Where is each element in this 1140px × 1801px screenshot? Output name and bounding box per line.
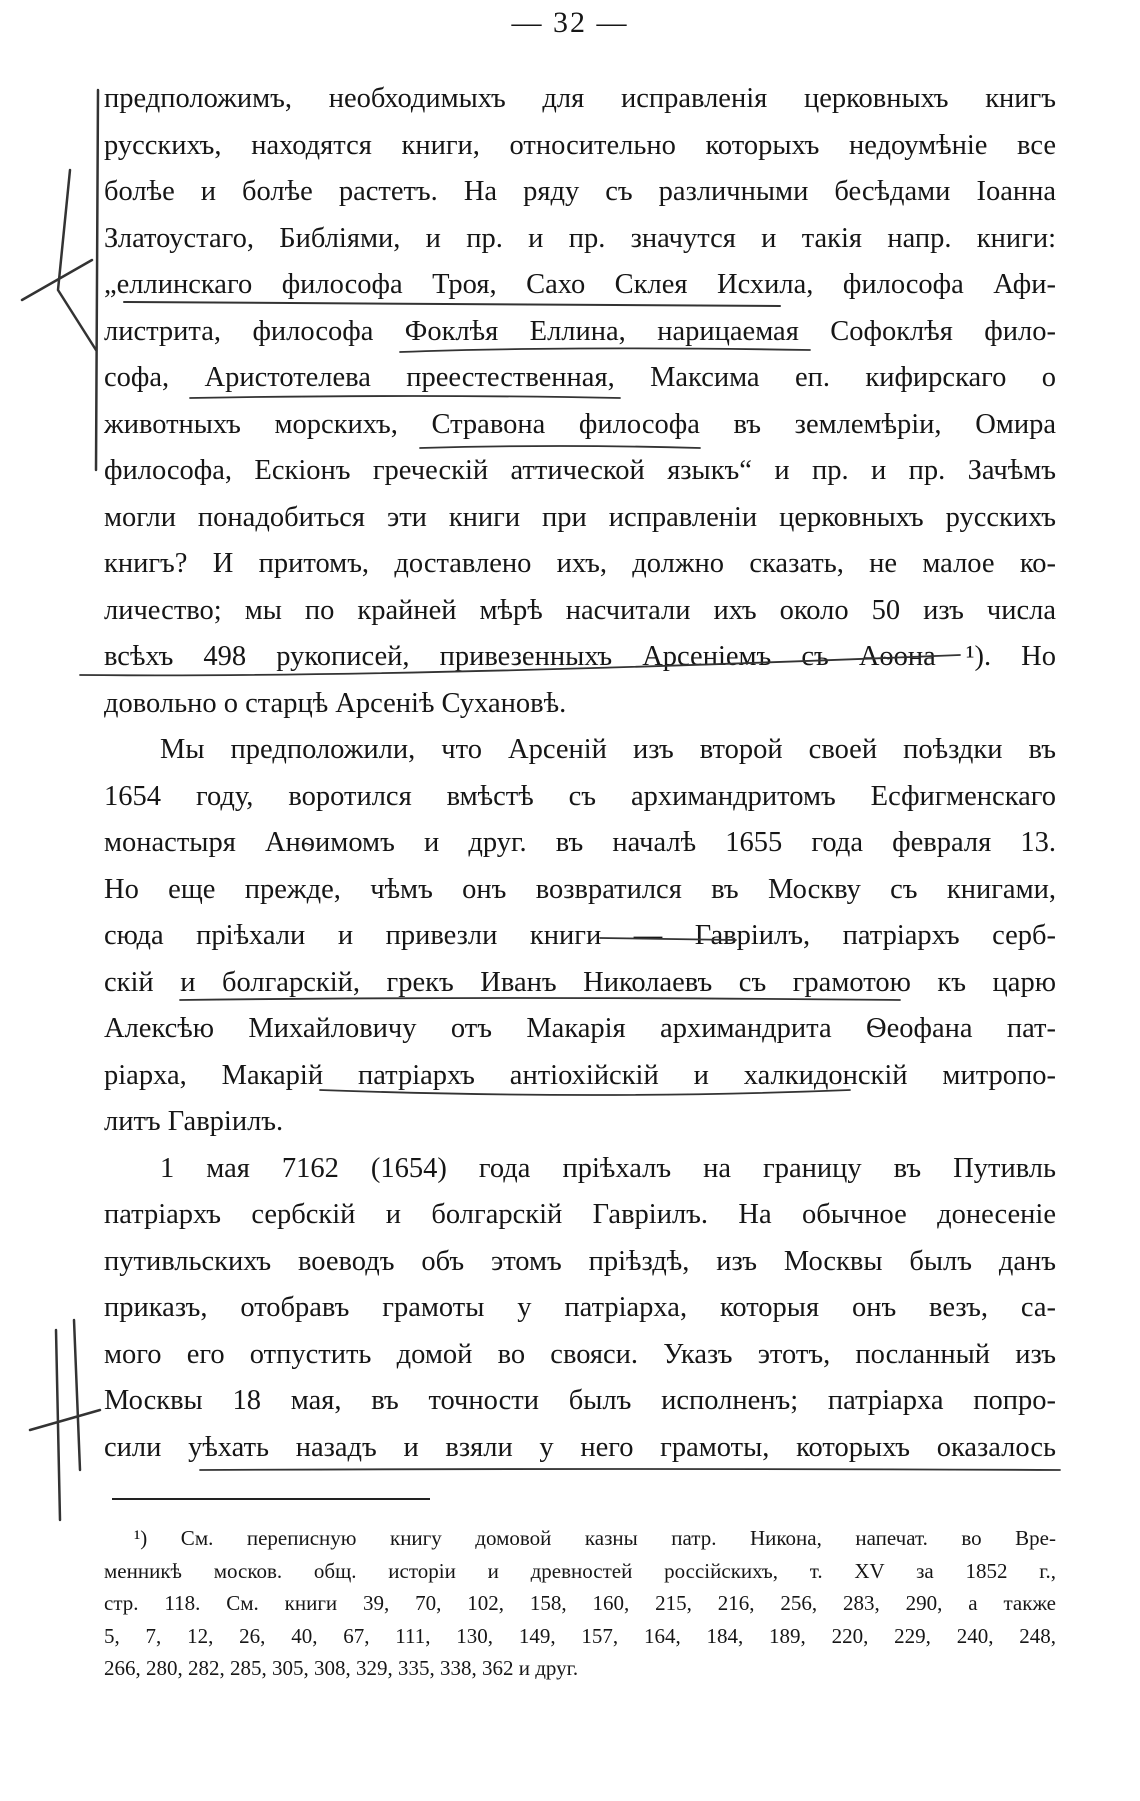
text-line: Но еще прежде, чѣмъ онъ возвратился въ Москву съ книгами, — [104, 873, 1056, 905]
page-number: — 32 — — [511, 6, 629, 39]
text-line: „еллинскаго философа Троя, Сахо Склея Исхила, философа Афи- — [104, 269, 1056, 300]
text-line: патріархъ сербскій и болгарскій Гавріилъ. На обычное донесеніе — [104, 1199, 1056, 1230]
text-line: приказъ, отобравъ грамоты у патріарха, которыя онъ везъ, са- — [104, 1292, 1056, 1323]
text-line: русскихъ, находятся книги, относительно которыхъ недоумѣніе все — [104, 129, 1056, 161]
text-line: всѣхъ 498 рукописей, привезенныхъ Арсеніемъ съ Аѳона ¹). Но — [104, 641, 1056, 672]
text-line: скій и болгарскій, грекъ Иванъ Николаевъ съ грамотою къ царю — [104, 966, 1056, 998]
paragraph-start-line: 1 мая 7162 (1654) года пріѣхалъ на границу въ Путивль — [160, 1152, 1056, 1184]
text-line: литъ Гавріилъ. — [104, 1106, 284, 1137]
text-line: листрита, философа Фоклѣя Еллина, нарицаемая Софоклѣя фило- — [104, 315, 1056, 347]
text-line: предположимъ, необходимыхъ для исправленія церковныхъ книгъ — [104, 83, 1056, 114]
text-line: животныхъ морскихъ, Стравона философа въ землемѣріи, Омира — [104, 408, 1056, 440]
text-line: книгъ? И притомъ, доставлено ихъ, должно сказать, не малое ко- — [104, 548, 1056, 579]
footnote-line: стр. 118. См. книги 39, 70, 102, 158, 160, 215, 216, 256, 283, 290, а также — [104, 1591, 1056, 1615]
text-line: ріарха, Макарій патріархъ антіохійскій и халкидонскій митропо- — [104, 1059, 1056, 1091]
text-line: Москвы 18 мая, въ точности былъ исполненъ; патріарха попро- — [104, 1385, 1056, 1416]
text-line: путивльскихъ воеводъ объ этомъ пріѣздѣ, изъ Москвы былъ данъ — [104, 1245, 1056, 1277]
text-line: мого его отпустить домой во свояси. Указъ этотъ, посланный изъ — [104, 1338, 1056, 1370]
text-line: сюда пріѣхали и привезли книги — Гавріилъ, патріархъ серб- — [104, 920, 1056, 951]
text-line: философа, Ескіонъ греческій аттической языкъ“ и пр. и пр. Зачѣмъ — [104, 455, 1056, 486]
body-text — [104, 76, 1056, 1471]
footnote — [104, 1522, 1056, 1685]
text-line: могли понадобиться эти книги при исправленіи церковныхъ русскихъ — [104, 501, 1056, 533]
footnote-separator — [112, 1498, 430, 1500]
footnote-line: 266, 280, 282, 285, 305, 308, 329, 335, 338, 362 и друг. — [104, 1656, 579, 1680]
text-line: 1654 году, воротился вмѣстѣ съ архимандритомъ Есфигменскаго — [104, 780, 1056, 812]
margin-check-mark — [22, 170, 96, 350]
footnote-line: 5, 7, 12, 26, 40, 67, 111, 130, 149, 157, 164, 184, 189, 220, 229, 240, 248, — [104, 1623, 1056, 1648]
margin-cross-mark — [30, 1320, 100, 1520]
footnote-line: менникѣ москов. общ. исторіи и древностей россійскихъ, т. XV за 1852 г., — [104, 1558, 1056, 1583]
text-line: Златоустаго, Библіями, и пр. и пр. значутся и такія напр. книги: — [104, 222, 1056, 254]
text-line: болѣе и болѣе растетъ. На ряду съ различными бесѣдами Іоанна — [104, 176, 1056, 207]
text-line: Алексѣю Михайловичу отъ Макарія архимандрита Ѳеофана пат- — [104, 1013, 1056, 1044]
text-line: личество; мы по крайней мѣрѣ насчитали ихъ около 50 изъ числа — [104, 594, 1056, 626]
paragraph-start-line: Мы предположили, что Арсеній изъ второй своей поѣздки въ — [160, 734, 1056, 765]
margin-bracket-mark — [96, 90, 98, 470]
footnote-line: ¹) См. переписную книгу домовой казны патр. Никона, напечат. во Вре- — [134, 1526, 1056, 1550]
text-line: сили уѣхать назадъ и взяли у него грамоты, которыхъ оказалось — [104, 1431, 1056, 1463]
text-line: монастыря Анѳимомъ и друг. въ началѣ 1655 года февраля 13. — [104, 827, 1056, 858]
text-line: софа, Аристотелева преестественная, Максима еп. кифирскаго о — [104, 362, 1056, 393]
text-line: довольно о старцѣ Арсеніѣ Сухановѣ. — [104, 687, 567, 719]
